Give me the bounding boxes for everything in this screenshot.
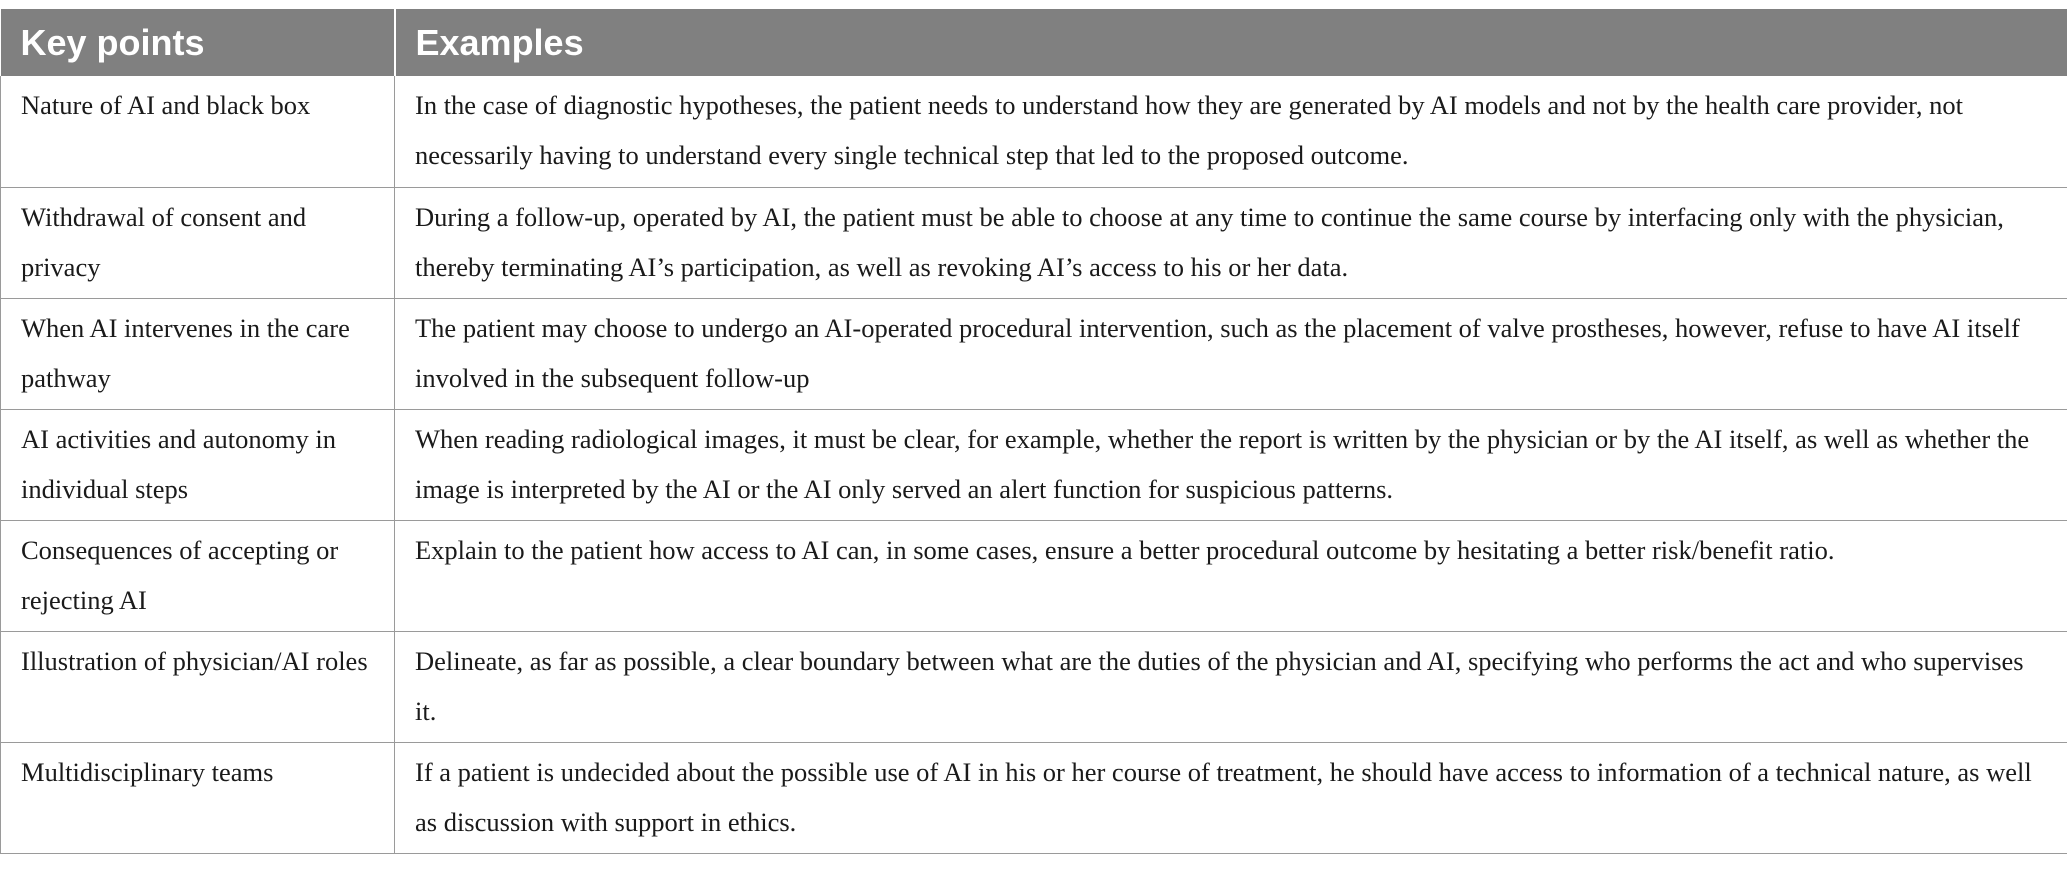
key-point-cell: When AI intervenes in the care pathway bbox=[1, 298, 395, 409]
example-cell: During a follow-up, operated by AI, the patient must be able to choose at any time to continue the same course by interfacing only with the physician, thereby terminating AI’s participation, as well as revoking AI’s access to his or her data. bbox=[395, 187, 2067, 298]
example-cell: When reading radiological images, it must be clear, for example, whether the report is written by the physician or by the AI itself, as well as whether the image is interpreted by the AI or the AI only served an alert function for suspicious patterns. bbox=[395, 409, 2067, 520]
header-key-points: Key points bbox=[1, 9, 395, 76]
key-points-table bbox=[0, 9, 2067, 854]
example-cell: Delineate, as far as possible, a clear boundary between what are the duties of the physician and AI, specifying who performs the act and who supervises it. bbox=[395, 631, 2067, 742]
table-row bbox=[1, 298, 2067, 409]
header-examples: Examples bbox=[395, 9, 2067, 76]
table-row bbox=[1, 187, 2067, 298]
table-row bbox=[1, 742, 2067, 853]
example-cell: Explain to the patient how access to AI can, in some cases, ensure a better procedural outcome by hesitating a better risk/benefit ratio. bbox=[395, 520, 2067, 631]
key-point-cell: AI activities and autonomy in individual steps bbox=[1, 409, 395, 520]
table-body bbox=[1, 76, 2067, 853]
key-point-cell: Consequences of accepting or rejecting AI bbox=[1, 520, 395, 631]
key-point-cell: Multidisciplinary teams bbox=[1, 742, 395, 853]
table-header bbox=[1, 9, 2067, 76]
example-cell: If a patient is undecided about the possible use of AI in his or her course of treatment, he should have access to information of a technical nature, as well as discussion with support in ethics. bbox=[395, 742, 2067, 853]
key-point-cell: Withdrawal of consent and privacy bbox=[1, 187, 395, 298]
header-row bbox=[1, 9, 2067, 76]
key-points-table-container bbox=[0, 9, 2067, 854]
table-row bbox=[1, 631, 2067, 742]
example-cell: In the case of diagnostic hypotheses, the patient needs to understand how they are generated by AI models and not by the health care provider, not necessarily having to understand every single technical step that led to the proposed outcome. bbox=[395, 76, 2067, 187]
table-row bbox=[1, 409, 2067, 520]
table-row bbox=[1, 76, 2067, 187]
table-row bbox=[1, 520, 2067, 631]
key-point-cell: Nature of AI and black box bbox=[1, 76, 395, 187]
key-point-cell: Illustration of physician/AI roles bbox=[1, 631, 395, 742]
example-cell: The patient may choose to undergo an AI-operated procedural intervention, such as the placement of valve prostheses, however, refuse to have AI itself involved in the subsequent follow-up bbox=[395, 298, 2067, 409]
